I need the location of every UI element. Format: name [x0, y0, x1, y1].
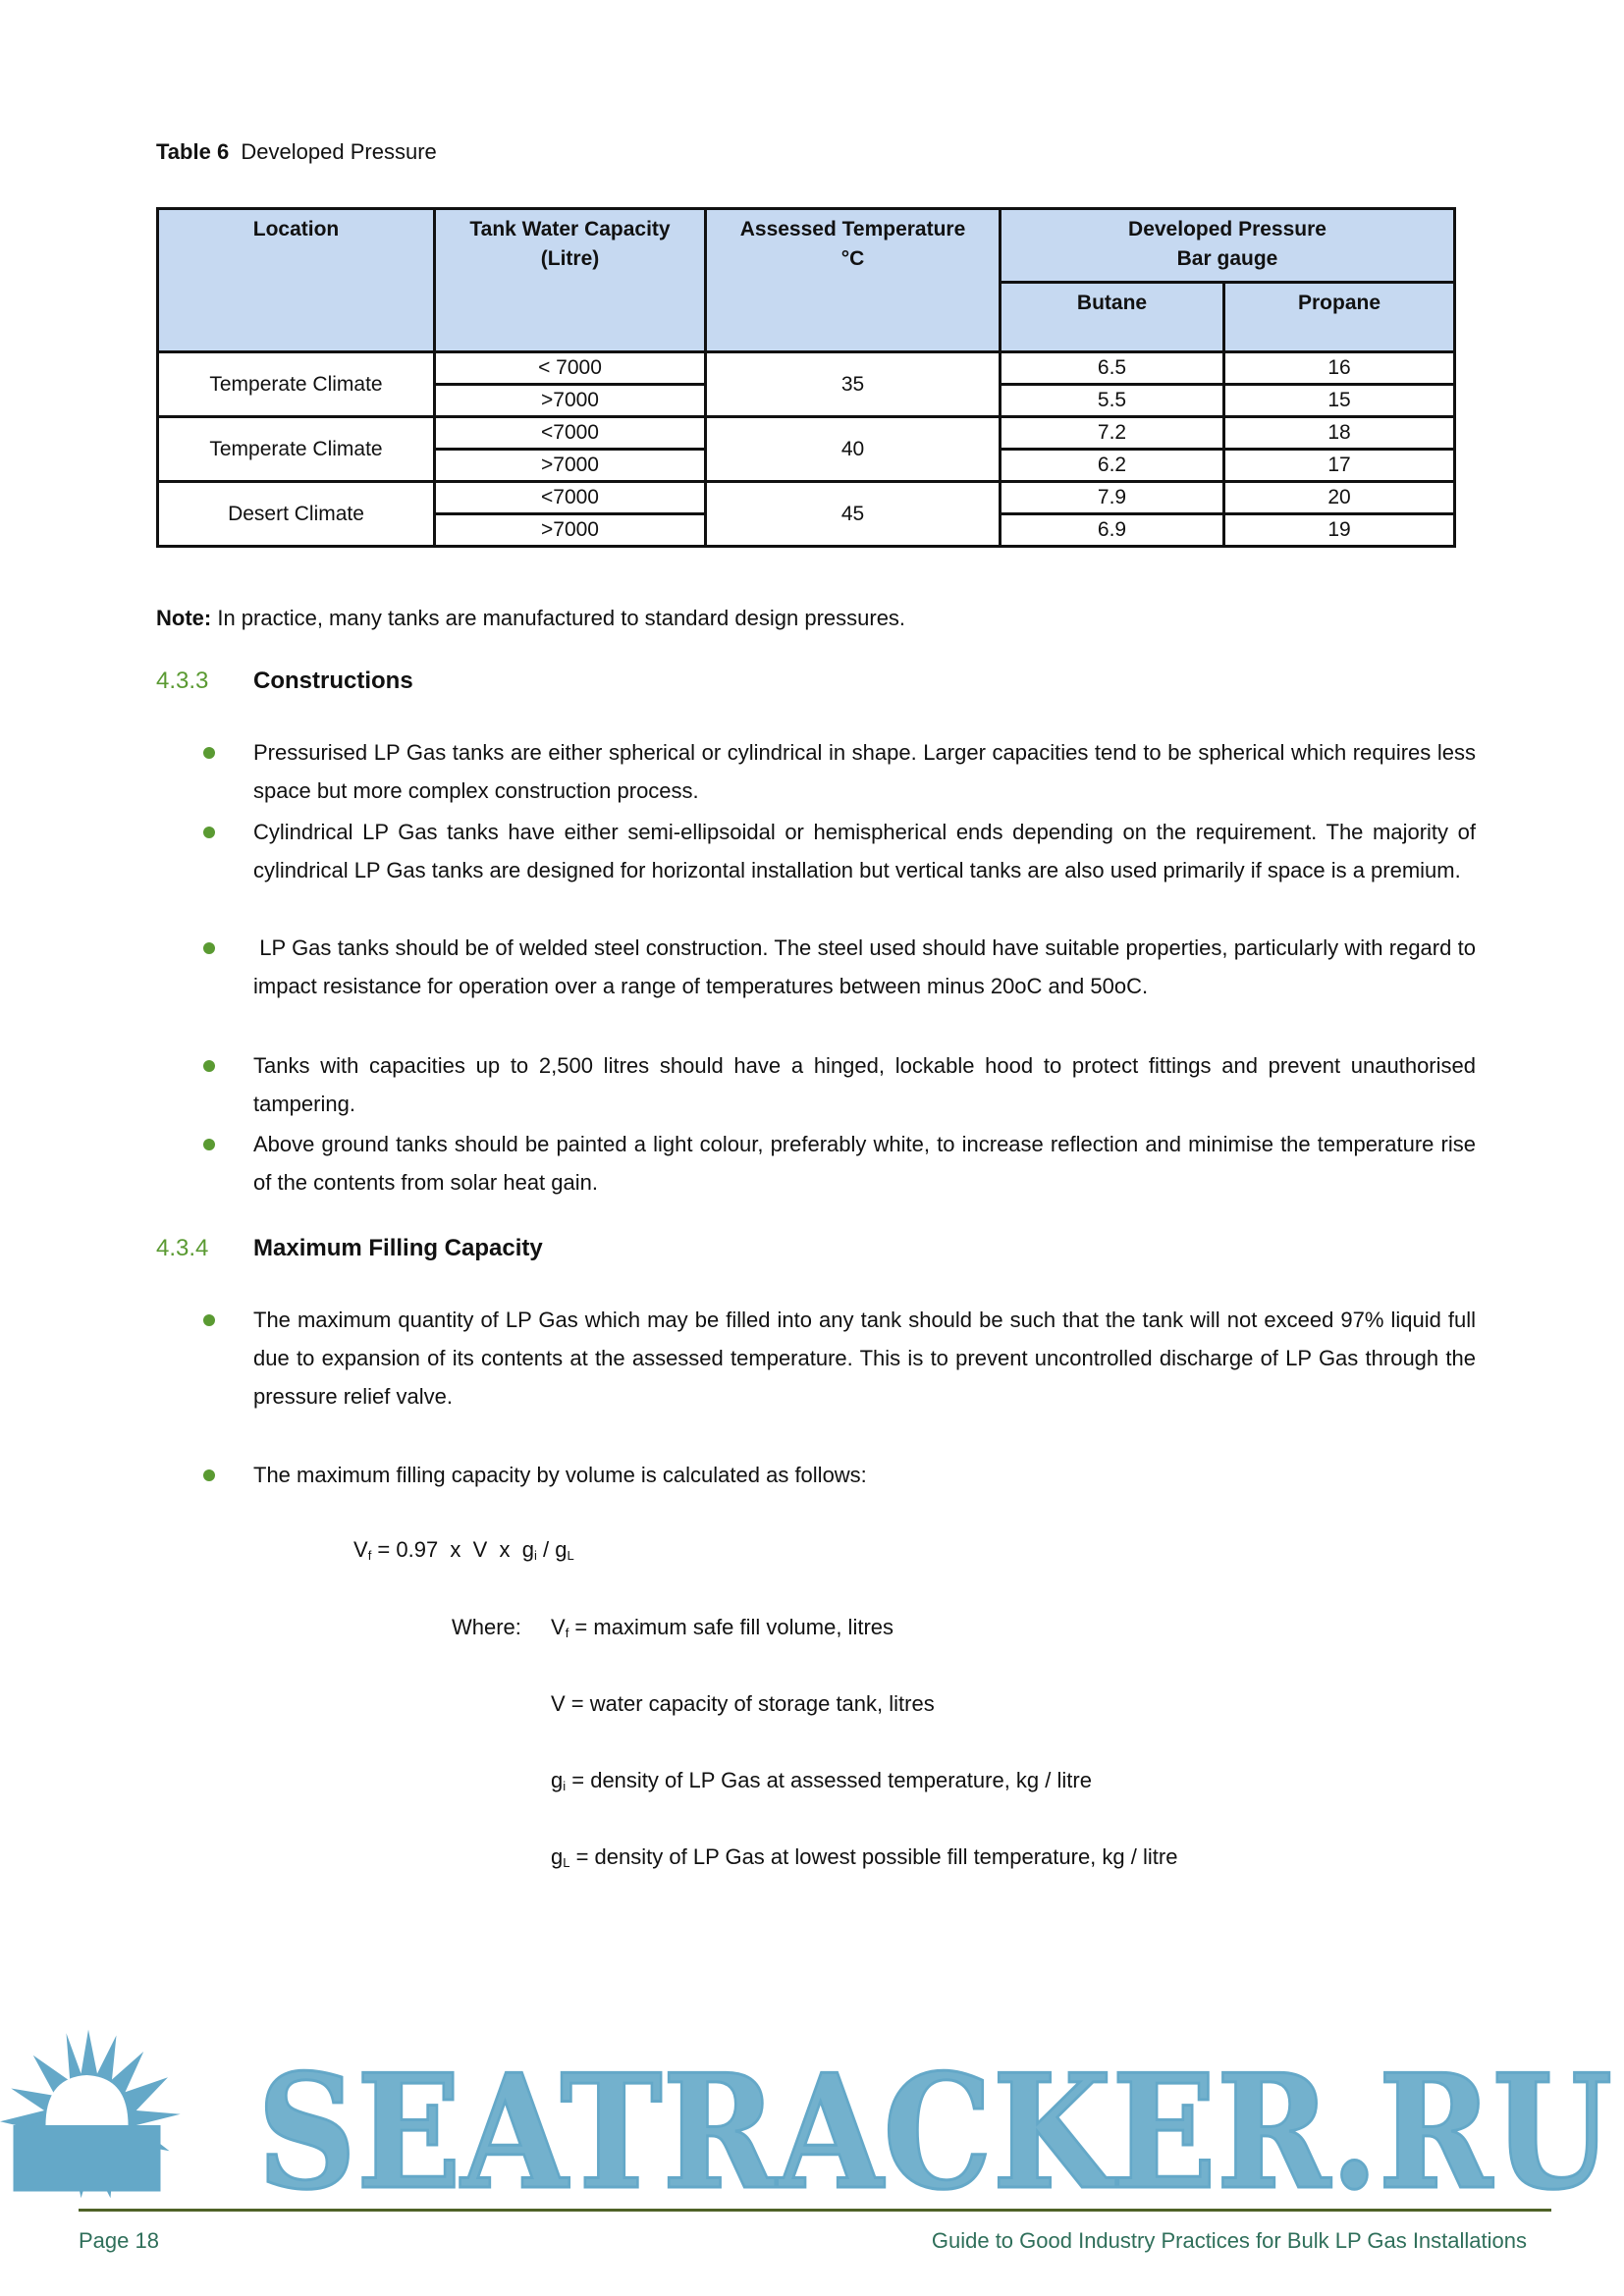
bullet-icon [203, 1139, 215, 1150]
fill-formula [353, 1537, 574, 1563]
section-title: Maximum Filling Capacity [253, 1235, 543, 1261]
header-temperature-line1: Assessed Temperature [739, 218, 966, 240]
header-propane: Propane [1224, 283, 1455, 352]
watermark-text: SEATRACKER.RU [257, 2040, 1612, 2204]
note-text: In practice, many tanks are manufactured to standard design pressures. [217, 606, 906, 630]
def-symbol: V [551, 1615, 566, 1639]
section-title: Constructions [253, 667, 413, 694]
bullet-icon [203, 1314, 215, 1326]
bullet-icon [203, 1060, 215, 1072]
section-number: 4.3.3 [156, 667, 209, 694]
watermark-logo [0, 2022, 1624, 2204]
capacity-cell: <7000 [435, 482, 706, 514]
capacity-cell: >7000 [435, 514, 706, 547]
def-symbol: V [551, 1691, 566, 1716]
page-number: Page 18 [79, 2228, 159, 2253]
def-symbol: g [551, 1844, 564, 1869]
header-butane: Butane [1001, 283, 1224, 352]
formula-slash: / g [536, 1537, 568, 1562]
temperature-cell: 35 [706, 352, 1001, 417]
def-text: = density of LP Gas at lowest possible fill temperature, kg / litre [569, 1844, 1178, 1869]
caption-title: Developed Pressure [241, 139, 437, 164]
definition [551, 1844, 1177, 1870]
butane-cell: 6.5 [1001, 352, 1224, 385]
footer-title: Guide to Good Industry Practices for Bulk LP Gas Installations [931, 2228, 1527, 2253]
list-item: Pressurised LP Gas tanks are either spherical or cylindrical in shape. Larger capacities tend to be spherical which requires less space but more complex construction process. [253, 740, 1476, 803]
propane-cell: 19 [1224, 514, 1455, 547]
def-text: = water capacity of storage tank, litres [565, 1691, 935, 1716]
table-note [156, 606, 905, 631]
propane-cell: 15 [1224, 385, 1455, 417]
capacity-cell: <7000 [435, 417, 706, 450]
def-text: = maximum safe fill volume, litres [568, 1615, 894, 1639]
list-item: LP Gas tanks should be of welded steel construction. The steel used should have suitable properties, particularly with regard to impact resistance for operation over a range of temperatures between minus 20oC and 50oC. [253, 935, 1483, 998]
header-pressure [1001, 209, 1455, 283]
def-sub: i [563, 1779, 567, 1793]
bullet-icon [203, 942, 215, 954]
propane-cell: 18 [1224, 417, 1455, 450]
definition [551, 1615, 893, 1640]
location-cell: Temperate Climate [158, 417, 435, 482]
developed-pressure-table [156, 207, 1456, 548]
header-pressure-line2: Bar gauge [1176, 247, 1278, 270]
table-row [158, 417, 1455, 450]
def-sub: L [563, 1855, 570, 1870]
formula-rest: = 0.97 x V x g [371, 1537, 535, 1562]
formula-gl-sub: L [567, 1548, 574, 1563]
list-item: Tanks with capacities up to 2,500 litres should have a hinged, lockable hood to protect fittings and prevent unauthorised tampering. [253, 1053, 1476, 1116]
capacity-cell: < 7000 [435, 352, 706, 385]
formula-gi-sub: i [534, 1548, 537, 1563]
temperature-cell: 45 [706, 482, 1001, 547]
location-cell: Temperate Climate [158, 352, 435, 417]
list-item: The maximum filling capacity by volume is calculated as follows: [253, 1463, 867, 1487]
capacity-cell: >7000 [435, 450, 706, 482]
table-caption [156, 139, 437, 165]
formula-v-sub: f [367, 1548, 372, 1563]
formula-v: V [353, 1537, 368, 1562]
header-capacity-line1: Tank Water Capacity [469, 218, 671, 240]
butane-cell: 5.5 [1001, 385, 1224, 417]
list-item: Above ground tanks should be painted a light colour, preferably white, to increase reflection and minimise the temperature rise of the contents from solar heat gain. [253, 1132, 1476, 1195]
def-sub: f [565, 1626, 569, 1640]
section-number: 4.3.4 [156, 1235, 209, 1261]
definition [551, 1768, 1092, 1793]
definition [551, 1691, 935, 1717]
footer-divider [79, 2209, 1551, 2212]
header-location: Location [158, 209, 435, 352]
sun-icon [0, 2030, 181, 2199]
def-symbol: g [551, 1768, 564, 1792]
header-temperature [706, 209, 1001, 352]
list-item: The maximum quantity of LP Gas which may be filled into any tank should be such that the tank will not exceed 97% liquid full due to expansion of its contents at the assessed temperature. This is to prevent uncontrolled discharge of LP Gas through the pressure relief valve. [253, 1308, 1476, 1409]
caption-label: Table 6 [156, 139, 230, 164]
list-item: Cylindrical LP Gas tanks have either semi-ellipsoidal or hemispherical ends depending on the requirement. The majority of cylindrical LP Gas tanks are designed for horizontal installation but vertical tanks are also used primarily if space is a premium. [253, 820, 1476, 882]
header-capacity [435, 209, 706, 352]
header-pressure-line1: Developed Pressure [1128, 218, 1326, 240]
where-label: Where: [452, 1615, 521, 1639]
table-row [158, 352, 1455, 385]
bullet-icon [203, 747, 215, 759]
butane-cell: 6.9 [1001, 514, 1224, 547]
table-row [158, 482, 1455, 514]
propane-cell: 17 [1224, 450, 1455, 482]
butane-cell: 7.9 [1001, 482, 1224, 514]
note-label: Note: [156, 606, 212, 630]
bullet-icon [203, 1469, 215, 1481]
header-temperature-line2: °C [840, 247, 865, 270]
propane-cell: 16 [1224, 352, 1455, 385]
location-cell: Desert Climate [158, 482, 435, 547]
temperature-cell: 40 [706, 417, 1001, 482]
butane-cell: 7.2 [1001, 417, 1224, 450]
header-capacity-line2: (Litre) [540, 247, 600, 270]
def-text: = density of LP Gas at assessed temperature, kg / litre [566, 1768, 1092, 1792]
bullet-icon [203, 827, 215, 838]
propane-cell: 20 [1224, 482, 1455, 514]
capacity-cell: >7000 [435, 385, 706, 417]
butane-cell: 6.2 [1001, 450, 1224, 482]
